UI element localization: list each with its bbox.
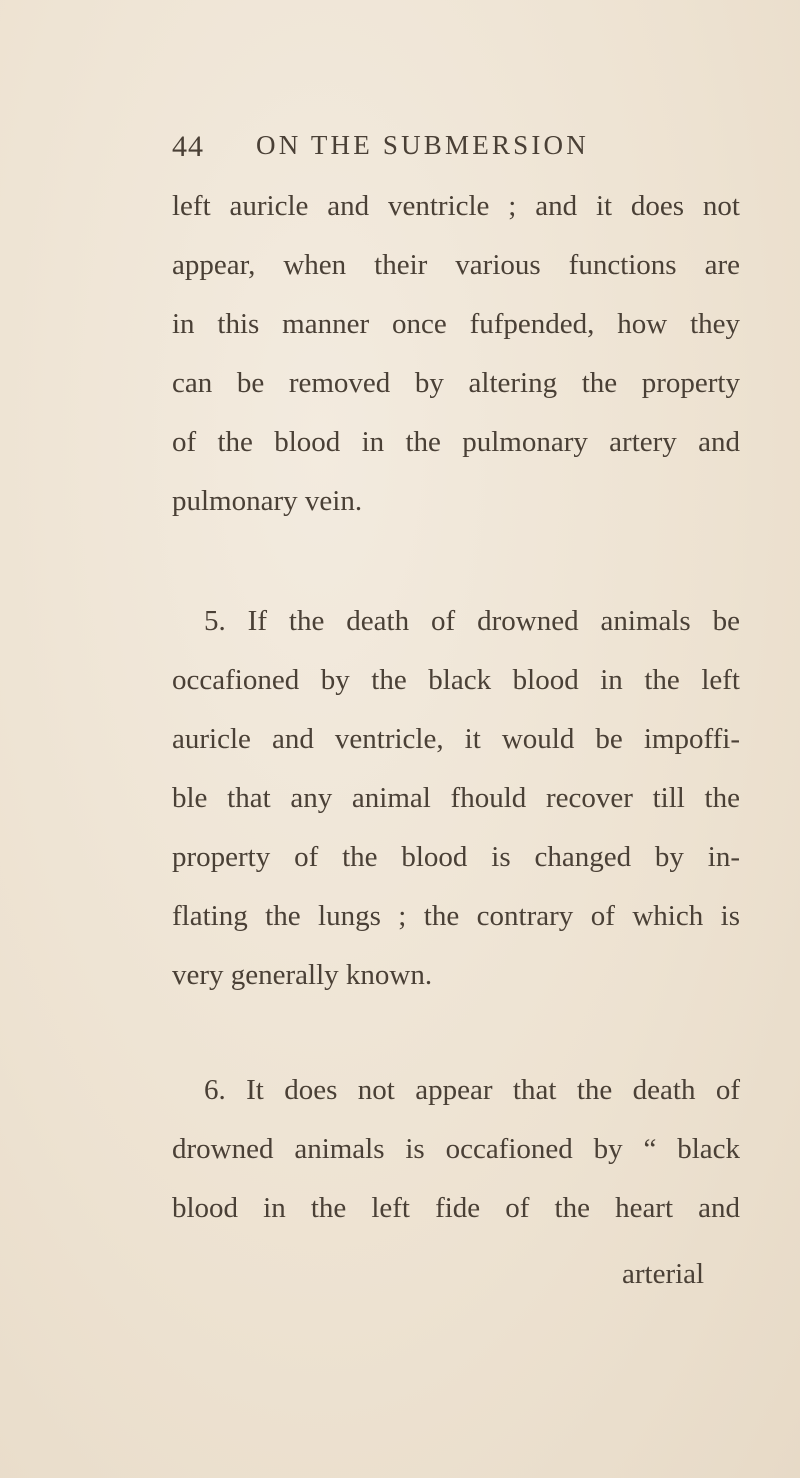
text-line: appear, when their various functions are — [172, 249, 740, 281]
text-line: in this manner once fufpended, how they — [172, 308, 740, 340]
running-title: ON THE SUBMERSION — [256, 130, 589, 160]
text-line: occafioned by the black blood in the left — [172, 664, 740, 696]
text-line: of the blood in the pulmonary artery and — [172, 426, 740, 458]
text-line: pulmonary vein. — [172, 485, 363, 517]
catchword: arterial — [622, 1258, 705, 1290]
page-number: 44 — [172, 130, 204, 163]
text-line: very generally known. — [172, 959, 433, 991]
text-line: auricle and ventricle, it would be impoffi- — [172, 723, 740, 755]
text-line: left auricle and ventricle ; and it does not — [172, 190, 740, 222]
text-line: drowned animals is occafioned by “ black — [172, 1133, 740, 1165]
text-line: can be removed by altering the property — [172, 367, 740, 399]
text-line: ble that any animal fhould recover till the — [172, 782, 740, 814]
text-line: blood in the left fide of the heart and — [172, 1192, 740, 1224]
paragraph-section-6 — [172, 1061, 740, 1238]
paragraph-continuation — [172, 177, 740, 531]
text-line: property of the blood is changed by in- — [172, 841, 740, 873]
text-line: 5. If the death of drowned animals be — [204, 605, 740, 637]
text-line: flating the lungs ; the contrary of which is — [172, 900, 740, 932]
text-line: 6. It does not appear that the death of — [204, 1074, 740, 1106]
paragraph-section-5 — [172, 592, 740, 1005]
running-head — [172, 120, 772, 170]
